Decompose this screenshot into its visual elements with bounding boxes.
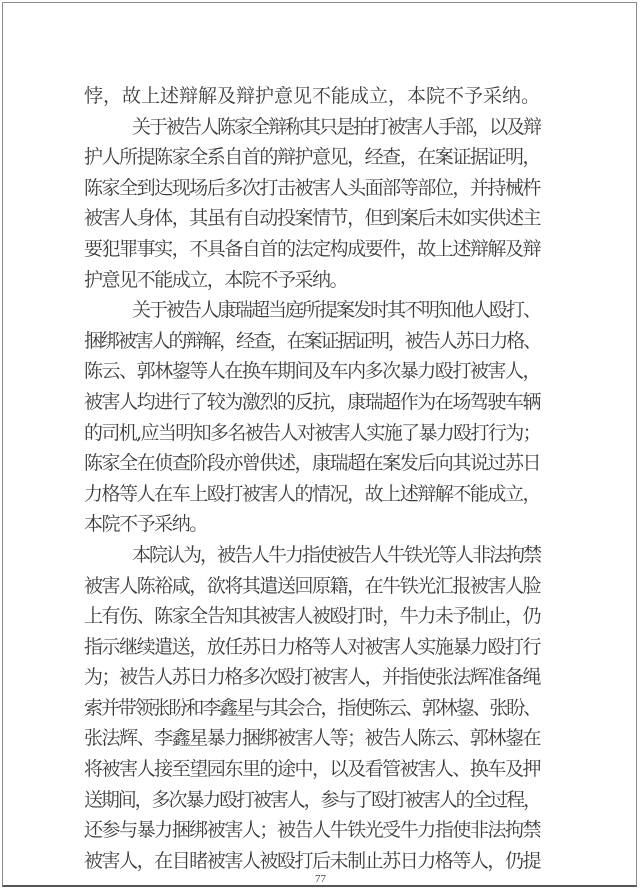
page-number: 77 <box>315 873 326 885</box>
text-line-content: 悖，故上述辩解及辩护意见不能成立，本院不予采纳。 <box>84 85 541 107</box>
text-line <box>84 142 542 173</box>
text-line-content: 被害人身体，其虽有自动投案情节，但到案后未如实供述主 <box>84 207 541 230</box>
text-line <box>84 540 542 571</box>
text-line <box>84 173 542 204</box>
text-line <box>84 387 542 418</box>
text-line-content: 为；被告人苏日力格多次殴打被害人，并指使张法辉准备绳 <box>84 666 541 689</box>
text-line-content: 送期间，多次暴力殴打被害人，参与了殴打被害人的全过程， <box>84 788 541 811</box>
text-line <box>84 662 542 693</box>
text-line-content: 本院不予采纳。 <box>84 513 207 536</box>
text-line-content: 上有伤、陈家全告知其被害人被殴打时，牛力未予制止，仍 <box>84 605 541 628</box>
text-line-content: 护人所提陈家全系自首的辩护意见，经查，在案证据证明， <box>84 146 541 169</box>
text-line-content: 力格等人在车上殴打被害人的情况，故上述辩解不能成立， <box>84 482 541 505</box>
text-line-content: 陈云、郭林鋆等人在换车期间及车内多次暴力殴打被害人， <box>84 360 541 383</box>
paragraph <box>84 540 542 877</box>
text-line <box>84 571 542 602</box>
text-line <box>84 356 542 387</box>
paragraph <box>84 295 542 540</box>
text-line-content: 本院认为，被告人牛力指使被告人牛铁光等人非法拘禁 <box>132 543 541 566</box>
text-line <box>84 295 542 326</box>
text-line <box>84 693 542 724</box>
text-line <box>84 234 542 265</box>
text-line <box>84 265 542 296</box>
text-line-content: 索并带领张盼和李鑫星与其会合，指使陈云、郭林鋆、张盼、 <box>84 696 541 719</box>
text-line <box>84 448 542 479</box>
text-line <box>84 418 542 449</box>
text-line <box>84 785 542 816</box>
text-line <box>84 632 542 663</box>
text-line-content: 关于被告人陈家全辩称其只是拍打被害人手部，以及辩 <box>132 115 541 138</box>
text-line-content: 护意见不能成立，本院不予采纳。 <box>84 268 348 291</box>
text-line <box>84 509 542 540</box>
text-line-content: 陈家全到达现场后多次打击被害人头面部等部位，并持械杵 <box>84 176 541 199</box>
text-line-content: 要犯罪事实，不具备自首的法定构成要件，故上述辩解及辩 <box>84 237 541 260</box>
paragraph <box>84 81 542 112</box>
text-line-content: 的司机,应当明知多名被告人对被害人实施了暴力殴打行为； <box>84 421 541 444</box>
text-line <box>84 203 542 234</box>
text-line-content: 捆绑被害人的辩解，经查，在案证据证明，被告人苏日力格、 <box>84 329 541 352</box>
text-line-content: 被害人陈裕咸，欲将其遣送回原籍，在牛铁光汇报被害人脸 <box>84 574 541 597</box>
text-line <box>84 81 542 112</box>
text-line-content: 关于被告人康瑞超当庭所提案发时其不明知他人殴打、 <box>132 299 541 322</box>
text-line-content: 被害人，在目睹被害人被殴打后未制止苏日力格等人，仍提 <box>84 849 541 872</box>
text-line <box>84 601 542 632</box>
text-line <box>84 846 542 877</box>
text-line-content: 被害人均进行了较为激烈的反抗，康瑞超作为在场驾驶车辆 <box>84 390 541 413</box>
document-body <box>84 81 542 876</box>
text-line <box>84 815 542 846</box>
text-line-content: 将被害人接至望园东里的途中，以及看管被害人、换车及押 <box>84 758 541 781</box>
text-line-content: 陈家全在侦查阶段亦曾供述，康瑞超在案发后向其说过苏日 <box>84 452 541 475</box>
text-line-content: 张法辉、李鑫星暴力捆绑被害人等；被告人陈云、郭林鋆在 <box>84 727 541 750</box>
text-line <box>84 754 542 785</box>
text-line-content: 还参与暴力捆绑被害人；被告人牛铁光受牛力指使非法拘禁 <box>84 819 541 842</box>
text-line <box>84 723 542 754</box>
text-line <box>84 479 542 510</box>
text-line-content: 指示继续遣送，放任苏日力格等人对被害人实施暴力殴打行 <box>84 635 541 658</box>
text-line <box>84 326 542 357</box>
text-line <box>84 112 542 143</box>
paragraph <box>84 112 542 296</box>
